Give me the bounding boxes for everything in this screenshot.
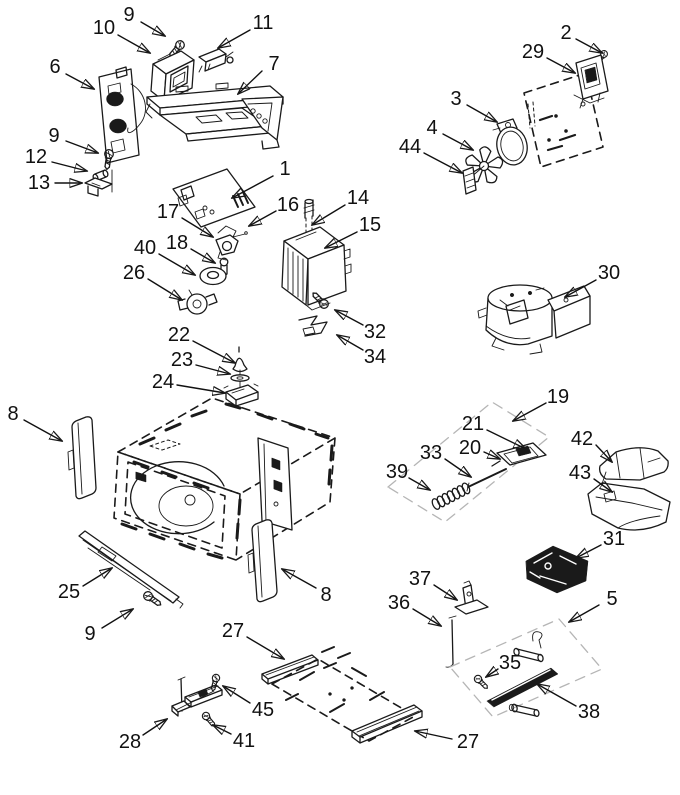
part-number-label: 39 — [385, 461, 409, 483]
part-25-bottom-rail — [79, 531, 183, 608]
part-number-label: 10 — [92, 17, 116, 39]
part-number-label: 7 — [268, 53, 280, 75]
part-number-label: 36 — [387, 592, 411, 614]
leader-arrow — [424, 153, 462, 173]
leader-arrow — [415, 731, 452, 739]
part-number-label: 9 — [84, 623, 96, 645]
callout-29-22 — [522, 41, 575, 73]
callout-24-20 — [152, 371, 225, 393]
part-8-trim-panel-right — [248, 520, 277, 602]
callout-37-37 — [409, 568, 457, 600]
part-11-switch — [199, 49, 233, 72]
callout-41-47 — [213, 725, 255, 752]
leader-arrow — [141, 22, 165, 36]
part-40-grommet-ring — [200, 268, 226, 285]
callout-36-38 — [388, 592, 441, 626]
leader-arrow — [148, 279, 182, 300]
part-37-tab-bracket — [455, 581, 488, 614]
leader-arrow — [596, 445, 612, 462]
part-number-label: 3 — [450, 88, 462, 110]
callout-45-45 — [223, 686, 274, 721]
leader-arrow — [83, 568, 112, 586]
leader-arrow — [335, 310, 363, 325]
part-number-label: 41 — [232, 730, 256, 752]
part-24-mount-bracket — [224, 384, 258, 406]
callout-42-34 — [571, 428, 612, 462]
callout-2-21 — [560, 22, 602, 53]
callout-13-7 — [28, 172, 82, 194]
callout-27-48 — [415, 731, 479, 753]
leader-arrow — [486, 669, 498, 677]
callout-11-2 — [218, 12, 273, 48]
part-number-label: 27 — [221, 620, 245, 642]
leader-arrow — [337, 335, 363, 350]
part-36-rod — [446, 616, 456, 667]
part-number-label: 35 — [498, 652, 522, 674]
leader-arrow — [247, 637, 284, 659]
callout-8-27 — [7, 403, 62, 441]
part-number-label: 8 — [7, 403, 19, 425]
part-number-label: 5 — [606, 588, 618, 610]
leader-arrow — [537, 684, 576, 706]
leader-arrow — [193, 341, 235, 363]
part-number-label: 21 — [461, 413, 485, 435]
part-number-label: 22 — [167, 324, 191, 346]
part-31-dark-bracket — [526, 546, 588, 593]
part-20-21-latch — [492, 443, 546, 466]
pin-lower — [509, 704, 539, 717]
callout-5-39 — [569, 588, 618, 622]
part-number-label: 40 — [133, 237, 157, 259]
leader-arrow — [159, 254, 195, 275]
leader-arrow — [196, 365, 230, 374]
part-number-label: 18 — [165, 232, 189, 254]
part-number-label: 6 — [49, 56, 61, 78]
part-number-label: 11 — [252, 12, 274, 34]
part-13-clip-bracket — [85, 178, 112, 196]
leader-arrow — [413, 609, 441, 626]
leader-arrow — [409, 478, 430, 490]
callout-20-31 — [459, 437, 500, 459]
part-16-wire-clip — [218, 226, 247, 237]
leader-arrow — [143, 719, 167, 735]
callout-27-44 — [222, 620, 284, 659]
part-27-rail-top — [262, 647, 350, 684]
part-3-clamp — [493, 119, 531, 168]
callout-8-28 — [282, 569, 332, 606]
callout-44-25 — [399, 136, 462, 173]
part-number-label: 19 — [546, 386, 570, 408]
callout-18-11 — [166, 232, 215, 263]
leader-arrow — [434, 585, 457, 600]
callout-12-6 — [25, 146, 87, 171]
part-number-label: 1 — [279, 158, 291, 180]
callout-39-33 — [386, 461, 430, 490]
leader-arrow — [218, 30, 250, 48]
part-number-label: 9 — [123, 4, 135, 26]
cavity-frame-dashed — [114, 398, 335, 560]
callout-26-15 — [123, 262, 182, 300]
part-number-label: 24 — [151, 371, 175, 393]
leader-arrow — [445, 459, 471, 477]
callout-9-43 — [84, 609, 133, 645]
part-number-label: 29 — [521, 41, 545, 63]
leader-arrow — [191, 249, 215, 263]
leader-arrow — [177, 385, 225, 393]
part-number-label: 17 — [156, 201, 180, 223]
part-1-control-board — [173, 169, 255, 227]
part-number-label: 20 — [458, 437, 482, 459]
part-number-label: 43 — [568, 462, 592, 484]
leader-arrow — [213, 725, 231, 734]
leader-arrow — [66, 141, 98, 153]
part-number-label: 28 — [118, 731, 142, 753]
leader-arrow — [282, 569, 316, 588]
part-number-label: 38 — [577, 701, 601, 723]
part-number-label: 15 — [358, 214, 382, 236]
leader-arrow — [52, 162, 87, 171]
part-38-handle-bar — [487, 668, 558, 707]
part-number-label: 30 — [597, 262, 621, 284]
callout-6-3 — [49, 56, 94, 89]
part-number-label: 31 — [602, 528, 626, 550]
leader-arrow — [223, 686, 250, 703]
callout-35-40 — [486, 652, 521, 677]
leader-arrow — [467, 105, 497, 122]
part-number-label: 32 — [363, 321, 387, 343]
callout-9-0 — [123, 4, 165, 36]
part-number-label: 37 — [408, 568, 432, 590]
part-number-label: 14 — [346, 187, 370, 209]
part-number-label: 23 — [170, 349, 194, 371]
part-26-thermostat — [178, 290, 217, 314]
callout-38-41 — [537, 684, 600, 723]
callout-layer — [7, 4, 625, 753]
leader-arrow — [487, 430, 526, 449]
leader-arrow — [513, 403, 546, 421]
part-34-clip — [299, 316, 327, 336]
callout-23-19 — [171, 349, 230, 374]
part-28-bracket-assembly — [172, 677, 222, 716]
part-number-label: 27 — [456, 731, 480, 753]
leader-arrow — [569, 605, 599, 622]
leader-arrow — [24, 420, 62, 441]
leader-arrow — [118, 35, 150, 53]
part-42-vent-housing-top — [600, 448, 669, 480]
part-43-vent-housing-bottom — [588, 472, 670, 530]
part-29-motor-assembly — [574, 55, 608, 108]
part-number-label: 2 — [560, 22, 572, 44]
callout-30-26 — [565, 262, 620, 297]
part-number-label: 44 — [398, 136, 422, 158]
callout-19-29 — [513, 386, 569, 421]
part-30-blower-motor — [478, 285, 590, 354]
callout-25-42 — [58, 568, 112, 603]
leader-arrow — [66, 74, 94, 89]
part-number-label: 13 — [27, 172, 51, 194]
callout-28-46 — [119, 719, 167, 753]
leader-arrow — [576, 545, 601, 558]
callout-4-24 — [426, 117, 473, 150]
leader-arrow — [576, 39, 602, 53]
part-number-label: 45 — [251, 699, 275, 721]
callout-3-23 — [450, 88, 497, 122]
part-number-label: 25 — [57, 581, 81, 603]
part-17-bracket — [216, 235, 238, 260]
part-number-label: 34 — [363, 346, 387, 368]
callout-9-5 — [48, 125, 98, 153]
part-number-label: 16 — [276, 194, 300, 216]
leader-arrow — [547, 58, 575, 73]
part-22-cone — [233, 347, 247, 372]
part-number-label: 12 — [24, 146, 48, 168]
part-number-label: 4 — [426, 117, 438, 139]
part-number-label: 8 — [320, 584, 332, 606]
part-6-noise-filter-board — [99, 67, 146, 163]
part-number-label: 42 — [570, 428, 594, 450]
leader-arrow — [102, 609, 133, 628]
leader-arrow — [443, 134, 473, 150]
callout-31-36 — [576, 528, 625, 558]
part-number-label: 33 — [419, 442, 443, 464]
part-number-label: 9 — [48, 125, 60, 147]
leader-arrow — [312, 205, 345, 225]
part-44-retainer-clip — [463, 166, 484, 194]
part-number-label: 26 — [122, 262, 146, 284]
callout-16-9 — [249, 194, 299, 226]
part-8-trim-panel-left — [68, 417, 96, 499]
leader-arrow — [249, 211, 276, 226]
